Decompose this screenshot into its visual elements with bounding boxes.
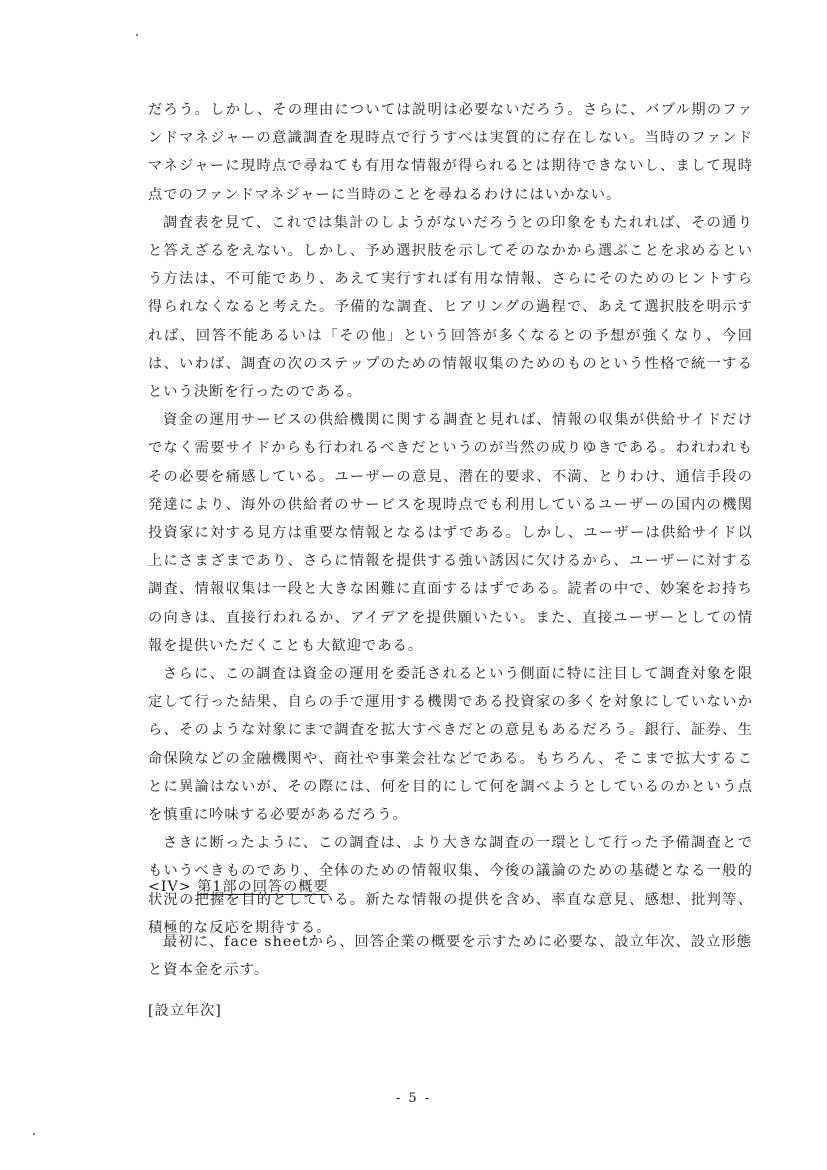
page-number: - 5 - <box>395 1091 432 1106</box>
paragraph: さらに、この調査は資金の運用を委託されるという側面に特に注目して調査対象を限定して行った結果、自らの手で運用する機関である投資家の多くを対象にしていないから、そのような対象にまで調査を拡大すべきだとの意見もあるだろう。銀行、証券、生命保険などの金融機関や、商社や事業会社などである。もちろん、そこまで拡大することに異論はないが、その際には、何を目的にして何を調べようとしているのかという点を慎重に吟味する必要があるだろう。 <box>148 666 753 824</box>
scan-speck <box>136 34 138 36</box>
section-title: 第1部の回答の概要 <box>197 879 329 895</box>
scan-speck <box>33 1133 35 1135</box>
section-heading <box>148 876 329 896</box>
subheading: [設立年次] <box>148 1003 222 1019</box>
paragraph: 資金の運用サービスの供給機関に関する調査と見れば、情報の収集が供給サイドだけでなく需要サイドからも行われるべきだというのが当然の成りゆきである。われわれもその必要を痛感している。ユーザーの意見、潜在的要求、不満、とりわけ、通信手段の発達により、海外の供給者のサービスを現時点でも利用しているユーザーの国内の機関投資家に対する見方は重要な情報となるはずである。しかし、ユーザーは供給サイド以上にさまざまであり、さらに情報を提供する強い誘因に欠けるから、ユーザーに対する調査、情報収集は一段と大きな困難に直面するはずである。読者の中で、妙案をお持ちの向きは、直接行われるか、アイデアを提供願いたい。また、直接ユーザーとしての情報を提供いただくことも大歓迎である。 <box>148 412 753 654</box>
body-text <box>148 96 753 942</box>
intro-paragraph: 最初に、face sheetから、回答企業の概要を示すために必要な、設立年次、設立形態と資本金を示す。 <box>148 934 752 978</box>
paragraph: さきに断ったように、この調査は、より大きな調査の一環として行った予備調査とでもいうべきものであり、全体のための情報収集、今後の議論のための基礎となる一般的状況の把握を目的としている。新たな情報の提供を含め、率直な意見、感想、批判等、積極的な反応を期待する。 <box>148 835 753 936</box>
paragraph: だろう。しかし、その理由については説明は必要ないだろう。さらに、バブル期のファンドマネジャーの意識調査を現時点で行うすべは実質的に存在しない。当時のファンドマネジャーに現時点で尋ねても有用な情報が得られるとは期待できないし、まして現時点でのファンドマネジャーに当時のことを尋ねるわけにはいかない。 <box>148 102 753 203</box>
paragraph: 調査表を見て、これでは集計のしようがないだろうとの印象をもたれれば、その通りと答えざるをえない。しかし、予め選択肢を示してそのなかから選ぶことを求めるという方法は、不可能であり、あえて実行すれば有用な情報、さらにそのためのヒントすら得られなくなると考えた。予備的な調査、ヒアリングの過程で、あえて選択肢を明示すれば、回答不能あるいは「その他」という回答が多くなるとの予想が強くなり、今回は、いわば、調査の次のステップのための情報収集のためのものという性格で統一するという決断を行ったのである。 <box>148 214 753 401</box>
section-number: <IV> <box>148 879 192 895</box>
